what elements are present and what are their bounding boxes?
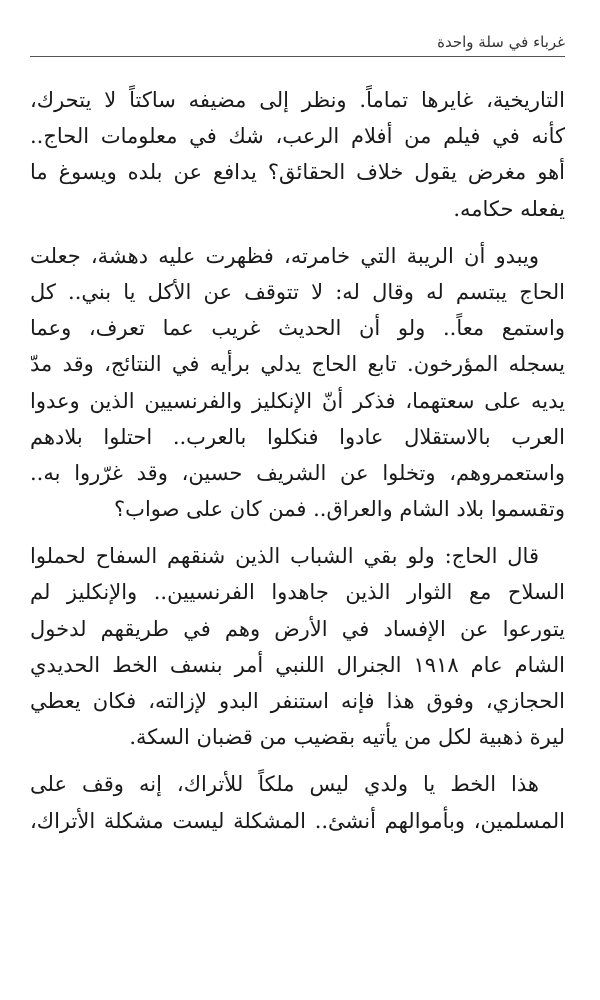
text-line: الحاج يبتسم له وقال له: لا تتوقف عن الأكل يا بني.. كل [30, 279, 565, 304]
text-line: ويبدو أن الريبة التي خامرته، فظهرت عليه دهشة، جعلت [30, 243, 539, 268]
text-line: الحجازي، وفوق هذا فإنه استنفر البدو لإزالته، فكان يعطي [30, 689, 565, 713]
text-line: يفعله حكامه. [453, 196, 565, 221]
text-line: أهو مغرض يقول خلاف الحقائق؟ يدافع عن بلده ويسوغ ما [30, 160, 565, 185]
paragraph [30, 82, 565, 227]
text-line: ليرة ذهبية لكل من يأتيه بقضيب من قضبان السكة. [129, 725, 565, 750]
text-line: واستمع معاً.. ولو أن الحديث غريب عما تعرف، وعما [30, 316, 565, 341]
text-line: العرب بالاستقلال عادوا فنكلوا بالعرب.. احتلوا بلادهم [30, 424, 565, 449]
paragraph [30, 538, 565, 755]
text-line: التاريخية، غايرها تماماً. ونظر إلى مضيفه ساكتاً لا يتحرك، [30, 88, 565, 112]
text-line: قال الحاج: ولو بقي الشباب الذين شنقهم السفاح لحملوا [30, 544, 539, 569]
header-divider [30, 56, 565, 57]
text-line: وتقسموا بلاد الشام والعراق.. فمن كان على صواب؟ [114, 497, 565, 522]
running-header [30, 32, 565, 57]
text-line: يسجله المؤرخون. تابع الحاج يدلي برأيه في النتائج، وقد مدّ [30, 352, 565, 377]
text-line: المسلمين، وبأموالهم أنشئ.. المشكلة ليست مشكلة الأتراك، [30, 808, 565, 833]
paragraph [30, 238, 565, 528]
page-body [30, 82, 565, 850]
text-line: كأنه في فيلم من أفلام الرعب، شك في معلومات الحاج.. [30, 124, 565, 149]
text-line: هذا الخط يا ولدي ليس ملكاً للأتراك، إنه وقف على [30, 772, 539, 797]
text-line: السلاح مع الثوار الذين جاهدوا الفرنسيين.. والإنكليز لم [30, 580, 565, 605]
book-title: غرباء في سلة واحدة [437, 33, 565, 51]
paragraph [30, 766, 565, 838]
text-line: يتورعوا عن الإفساد في الأرض وهم في طريقهم لدخول [30, 616, 565, 641]
text-line: واستعمروهم، وتخلوا عن الشريف حسين، وقد غرّروا به.. [30, 460, 565, 485]
text-line: يديه على سعتهما، فذكر أنّ الإنكليز والفرنسيين الذين وعدوا [30, 388, 565, 413]
text-line: الشام عام ١٩١٨ الجنرال اللنبي أمر بنسف الخط الحديدي [30, 652, 565, 677]
